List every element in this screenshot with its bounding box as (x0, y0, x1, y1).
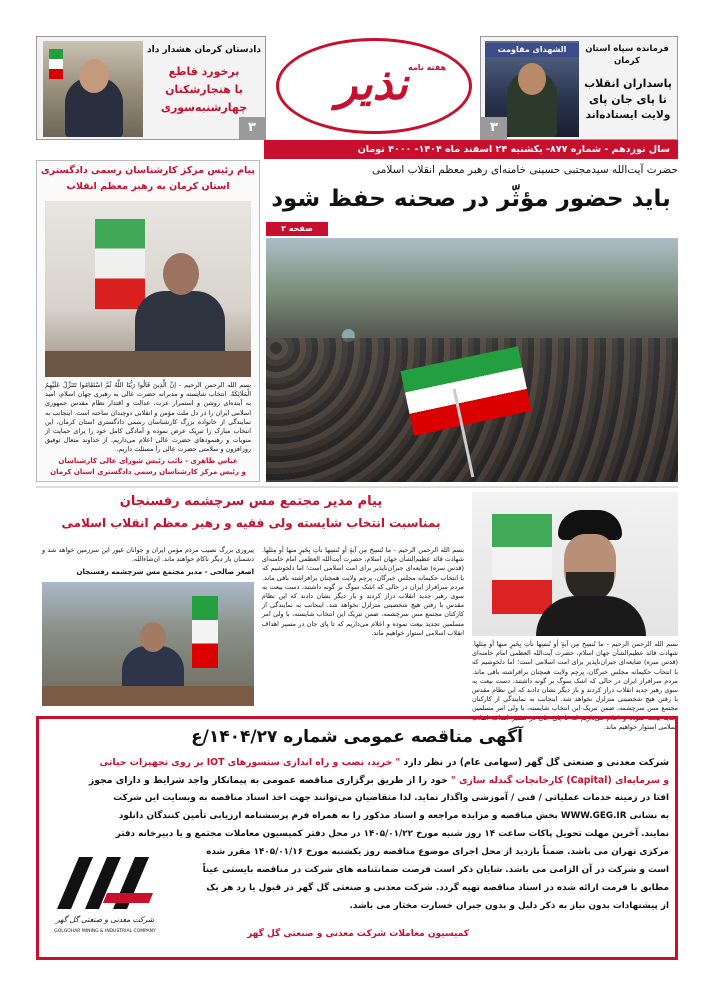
left-story-signature-2: و رئیس مرکز کارشناسان رسمی دادگستری استان کرمان (50, 468, 246, 476)
ad-line-4: به نشانی WWW.GEG.IR بخش مناقصه و مزایده مراجعه و اسناد مذکور را به همراه فرم پرسشنامه ارزیابی تأمین کنندگان دانلود (118, 811, 669, 821)
right-teaser-headline-2: تا پای جان پای (589, 93, 667, 106)
logo-caption-fa: شرکت معدنی و صنعتی گل گهر (56, 915, 154, 924)
ad-line-8: مطابق با فرمت ارائه شده در اسناد مناقصه تهیه گردد. شرکت معدنی و صنعتی گل گهر در قبول یا رد هر یک (206, 883, 669, 893)
mid-story-center-text: بسم الله الرحمن الرحیم - ما نُنسِخ مِن آیةٍ أو نُنسِها نأتِ بِخَیرٍ منها أو مِثلها. شهادت قائد عظیم‌الشأن جهان اسلام، حضرت آیت‌الله العظمی امام خامنه‌ای (قدس سره) ضایعه‌ای جبران‌ناپذیر برای امت اسلامی است؛ اما دلخوشیم که با انتخاب حکیمانه مجلس خبرگان، پرچم ولایت همچنان برافراشته باقی ماند. مردم سرافراز ایران در حالی که اشک سوگ بر گونه داشتند، دست بیعت به سوی رهبر جدید انقلاب دراز کردند و بار دیگر نشان دادند که این نظام مقدس با رفتن هیچ شخصیتی متزلزل نخواهد شد. اینجانب به نمایندگی از کارکنان مجتمع مس سرچشمه، ضمن تبریک این انتخاب شایسته، با ولی امر مسلمین تجدید بیعت نموده و اعلام می‌داریم که تا پای جان در مسیر اهداف انقلاب اسلامی استوار خواهیم ماند. (262, 546, 464, 637)
person-head (79, 59, 109, 93)
desk (45, 351, 251, 377)
ad-line-9: از پیشنهادات بدون نیاز به ذکر دلیل و بدون جبران خسارت مختار می باشد. (349, 901, 669, 911)
desk (42, 686, 254, 706)
person-head (518, 63, 546, 95)
person-head (163, 253, 199, 295)
lead-photo (266, 238, 678, 482)
robe (536, 596, 646, 636)
tender-ad[interactable] (36, 716, 678, 960)
right-teaser-page-number: ۳ (481, 117, 507, 139)
photo-banner: الشهداى مقاومت (485, 43, 579, 57)
left-story-title-2: استان کرمان به رهبر معظم انقلاب (66, 181, 230, 192)
lead-page-ref[interactable]: صفحه ۲ (266, 222, 328, 236)
left-story-signature-1: عباس ظاهری - نائب رئیس شورای عالی کارشناسان (58, 457, 238, 465)
mid-story-left-text: پیروزی بزرگ نصیب مردم مؤمن ایران و جوانان غیور این سرزمین خواهد شد و دشمنان بار دیگر ناکام خواهند ماند. ان‌شاءالله. (42, 546, 254, 564)
flag-icon (95, 219, 145, 309)
ad-line-2-red: و سرمایه‌ای (Capital) کارخانجات گندله سازی " (450, 775, 669, 786)
mid-story-right-text: بسم الله الرحمن الرحیم - ما نُنسِخ مِن آیةٍ أو نُنسِها نأتِ بِخَیرٍ منها أو مِثلها. شهادت قائد عظیم‌الشأن جهان اسلام، حضرت آیت‌الله العظمی امام خامنه‌ای (قدس سره) ضایعه‌ای جبران‌ناپذیر برای امت اسلامی است؛ اما دلخوشیم که با انتخاب حکیمانه مجلس خبرگان، پرچم ولایت همچنان برافراشته باقی ماند. مردم سرافراز ایران در حالی که اشک سوگ بر گونه داشتند، دست بیعت به سوی رهبر جدید انقلاب دراز کردند و بار دیگر نشان دادند که این نظام مقدس با رفتن هیچ شخصیتی متزلزل نخواهد شد. اینجانب به نمایندگی از کارکنان مجتمع مس سرچشمه، ضمن تبریک این انتخاب شایسته، با ولی امر مسلمین تجدید بیعت نموده و اعلام می‌داریم که تا پای جان در مسیر اهداف انقلاب اسلامی استوار خواهیم ماند. (472, 640, 678, 731)
flag-icon (492, 514, 552, 614)
ad-line-6: مرکزی تهران می باشد. ضمناً بازدید از محل اجرای موضوع مناقصه روز یکشنبه مورخ ۱۴۰۵/۰۱/۱۶ مقرر شده (206, 847, 669, 857)
right-teaser[interactable] (480, 36, 678, 140)
ad-line-1-red: " خرید، نصب و راه اندازی سنسورهای IOT بر روی تجهیزات حیاتی (99, 757, 401, 768)
ad-line-2-post: خود را از طریق برگزاری مناقصه عمومی به پیمانکار واجد شرایط و دارای مجوز (88, 775, 448, 786)
left-teaser[interactable] (36, 36, 266, 140)
flag-icon (49, 49, 63, 79)
ad-line-1-pre: شرکت معدنی و صنعتی گل گهر (سهامی عام) در نظر دارد (403, 757, 669, 768)
flag-icon (192, 596, 218, 668)
mid-story-photo (42, 582, 254, 706)
right-teaser-title: فرمانده سپاه استان کرمان (585, 44, 669, 66)
left-story-body: بسم الله الرحمن الرحیم - إنَّ الَّذِینَ قَالُوا رَبُّنَا اللَّهُ ثُمَّ اسْتَقَامُوا تَتَنَزَّلُ عَلَیْهِمُ الْمَلَائِکَةُ. انتخاب شایسته و مدبرانه حضرت عالی به رهبری جهان اسلام، امید به آینده‌ای روشن و استمرار عزت، عدالت و اقتدار نظام مقدس جمهوری اسلامی ایران را در دل ملت مؤمن و انقلابی دوچندان ساخته است. اینجانب به نمایندگی از خانواده بزرگ کارشناسان رسمی دادگستری استان کرمان، این انتخاب مبارک را تبریک عرض نموده و آمادگی کامل خود را برای حمایت از منویات و رهنمودهای حضرت عالی اعلام می‌داریم. از خداوند متعال توفیق روزافزون و سلامتی حضرت عالی را مسئلت داریم. (45, 381, 251, 454)
left-teaser-photo (43, 41, 143, 137)
mid-story-signature: اصغر صالحی - مدیر مجتمع مس سرچشمه رفسنجان (76, 568, 254, 576)
left-teaser-title: دادستان کرمان هشدار داد (147, 45, 261, 55)
ad-footer: کمیسیون معاملات شرکت معدنی و صنعتی گل گهر (247, 929, 469, 939)
ad-title: آگهی مناقصه عمومی شماره ۱۴۰۴/۲۷/ع (191, 727, 523, 747)
left-teaser-page-number: ۳ (239, 117, 265, 139)
person-head (140, 622, 166, 652)
ad-line-7: است و شرکت در آن الزامی می باشد. شایان ذکر است فرصت ضمانتنامه های شرکت در مناقصه بایستی عیناً (202, 865, 669, 875)
left-teaser-headline-3: چهارشنبه‌سوری (160, 101, 248, 114)
left-story-photo (45, 201, 251, 377)
mid-story-title-1: پیام مدیر مجتمع مس سرچشمه رفسنجان (119, 494, 383, 509)
mid-story[interactable] (36, 486, 678, 731)
logo-caption-en: GOLGOHAR MINING & INDUSTRIAL COMPANY (54, 929, 156, 934)
issue-info-bar: سال نوزدهم - شماره ۸۷۷- یکشنبه ۲۴ اسفند ماه ۱۴۰۴- ۴۰۰۰ تومان (264, 140, 678, 159)
right-teaser-headline-3: ولایت ایستاده‌اند (585, 109, 671, 121)
golgohar-logo (49, 849, 161, 959)
lead-kicker: حضرت آیت‌الله سیدمجتبی حسینی خامنه‌ای رهبر معظم انقلاب اسلامی (371, 164, 678, 176)
golgohar-logo-mark (49, 849, 161, 913)
right-teaser-headline-1: پاسداران انقلاب (584, 77, 672, 90)
left-story[interactable] (36, 160, 260, 482)
left-story-title-1: پیام رئیس مرکز کارشناسان رسمی دادگستری (41, 165, 255, 176)
masthead-logo (276, 38, 472, 134)
ad-line-3: افتا در زمینه خدمات عملیاتی / فنی / آموزشی واگذار نماید. لذا متقاضیان می‌توانند جهت اخذ اسناد مناقصه به وبسایت این شرکت (113, 793, 669, 803)
left-teaser-headline-2: با هنجارشکنان (165, 83, 243, 96)
logo-small-text: هفته نامه (407, 63, 447, 72)
left-teaser-headline-1: برخورد قاطع (168, 65, 240, 78)
mid-story-title-2: بمناسبت انتخاب شایسته ولی فقیه و رهبر معظم انقلاب اسلامی (61, 516, 441, 530)
ad-line-1 (47, 757, 669, 768)
ad-line-2 (47, 775, 669, 786)
ad-line-5: نمایند. آخرین مهلت تحویل پاکات ساعت ۱۴ روز شنبه مورخ ۱۴۰۵/۰۱/۲۲ در محل دفتر کمیسیون معاملات مجتمع و یا دبیرخانه دفتر (115, 829, 669, 839)
lead-headline[interactable]: باید حضور مؤثّر در صحنه حفظ شود (271, 186, 671, 212)
logo-main-text: نذیر (336, 59, 408, 110)
leader-photo (472, 492, 678, 636)
